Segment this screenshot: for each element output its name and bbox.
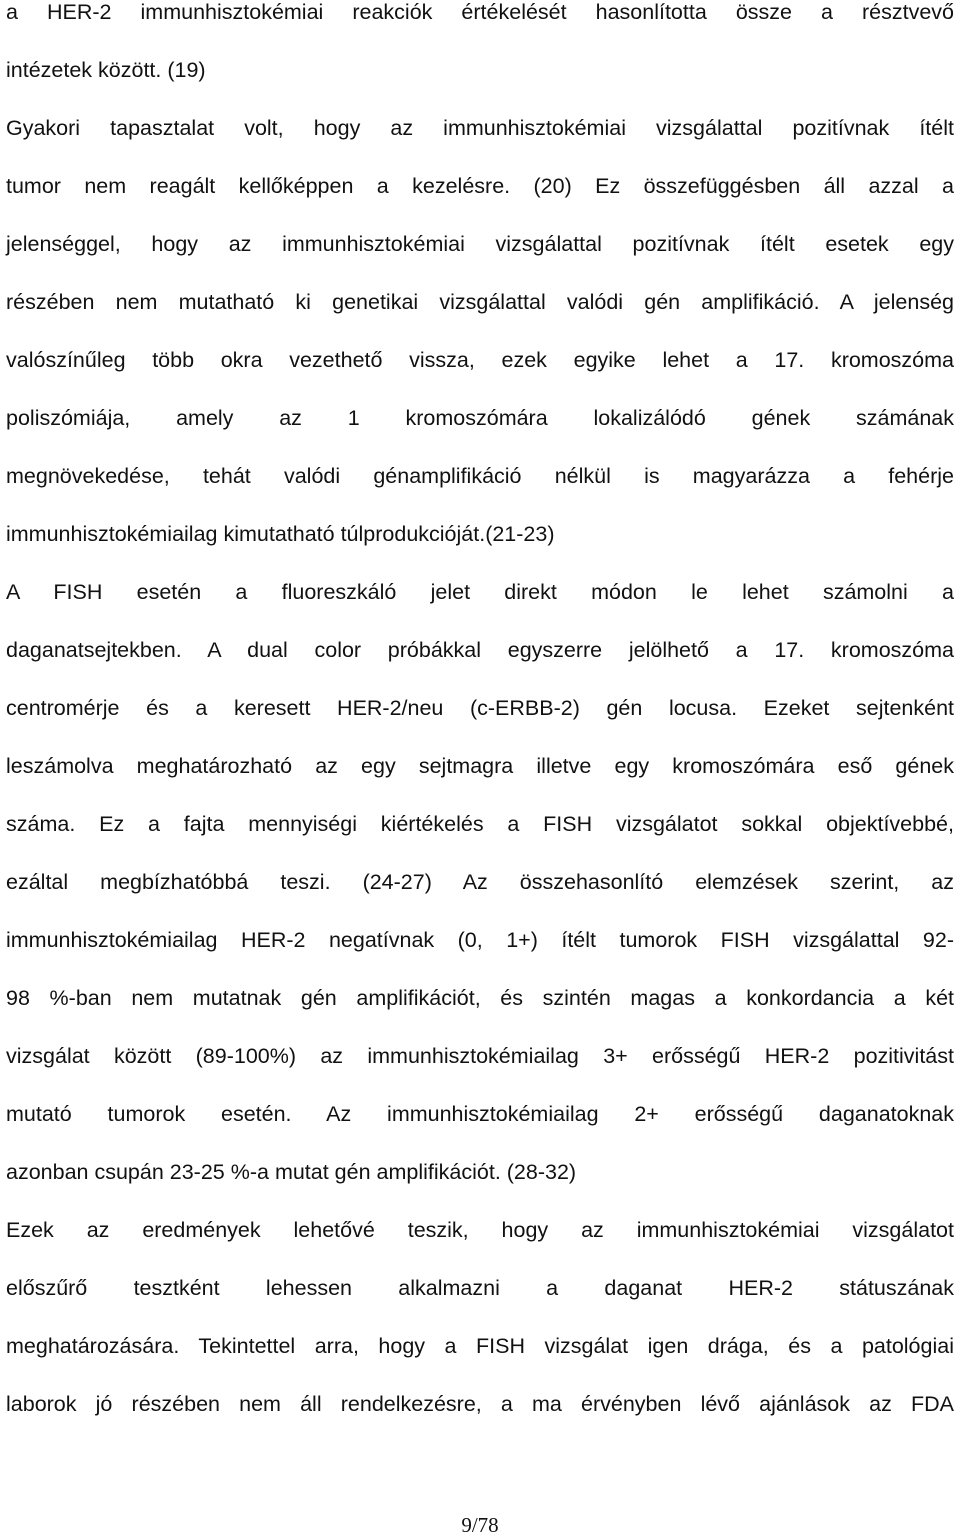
page-number: 9/78 [461, 1513, 499, 1537]
text-line: A FISH esetén a fluoreszkáló jelet direkt módon le lehet számolni a [6, 580, 954, 604]
text-line: vizsgálat között (89-100%) az immunhisztokémiailag 3+ erősségű HER-2 pozitivitást [6, 1044, 954, 1068]
text-line: valószínűleg több okra vezethető vissza, ezek egyike lehet a 17. kromoszóma [6, 348, 954, 372]
text-line: daganatsejtekben. A dual color próbákkal egyszerre jelölhető a 17. kromoszóma [6, 638, 954, 662]
text-line: laborok jó részében nem áll rendelkezésre, a ma érvényben lévő ajánlások az FDA [6, 1392, 954, 1416]
text-line: jelenséggel, hogy az immunhisztokémiai vizsgálattal pozitívnak ítélt esetek egy [6, 232, 954, 256]
text-line: a HER-2 immunhisztokémiai reakciók értékelését hasonlította össze a résztvevő [6, 0, 954, 24]
text-line: azonban csupán 23-25 %-a mutat gén amplifikációt. (28-32) [6, 1160, 577, 1184]
text-line: száma. Ez a fajta mennyiségi kiértékelés a FISH vizsgálatot sokkal objektívebbé, [6, 812, 954, 836]
text-line: immunhisztokémiailag kimutatható túlprodukcióját.(21-23) [6, 522, 555, 546]
text-line: ezáltal megbízhatóbbá teszi. (24-27) Az összehasonlító elemzések szerint, az [6, 870, 954, 894]
text-line: megnövekedése, tehát valódi génamplifikáció nélkül is magyarázza a fehérje [6, 464, 954, 488]
text-line: poliszómiája, amely az 1 kromoszómára lokalizálódó gének számának [6, 406, 954, 430]
text-line: 98 %-ban nem mutatnak gén amplifikációt, és szintén magas a konkordancia a két [6, 986, 954, 1010]
text-line: Ezek az eredmények lehetővé teszik, hogy az immunhisztokémiai vizsgálatot [6, 1218, 954, 1242]
text-line: Gyakori tapasztalat volt, hogy az immunhisztokémiai vizsgálattal pozitívnak ítélt [6, 116, 954, 140]
text-line: immunhisztokémiailag HER-2 negatívnak (0, 1+) ítélt tumorok FISH vizsgálattal 92- [6, 928, 954, 952]
text-line: leszámolva meghatározható az egy sejtmagra illetve egy kromoszómára eső gének [6, 754, 954, 778]
text-line: meghatározására. Tekintettel arra, hogy a FISH vizsgálat igen drága, és a patológiai [6, 1334, 954, 1358]
text-line: centromérje és a keresett HER-2/neu (c-ERBB-2) gén locusa. Ezeket sejtenként [6, 696, 954, 720]
text-line: intézetek között. (19) [6, 58, 206, 82]
text-line: tumor nem reagált kellőképpen a kezelésre. (20) Ez összefüggésben áll azzal a [6, 174, 954, 198]
text-line: mutató tumorok esetén. Az immunhisztokémiailag 2+ erősségű daganatoknak [6, 1102, 954, 1126]
text-line: előszűrő tesztként lehessen alkalmazni a daganat HER-2 státuszának [6, 1276, 954, 1300]
text-line: részében nem mutatható ki genetikai vizsgálattal valódi gén amplifikáció. A jelenség [6, 290, 954, 314]
